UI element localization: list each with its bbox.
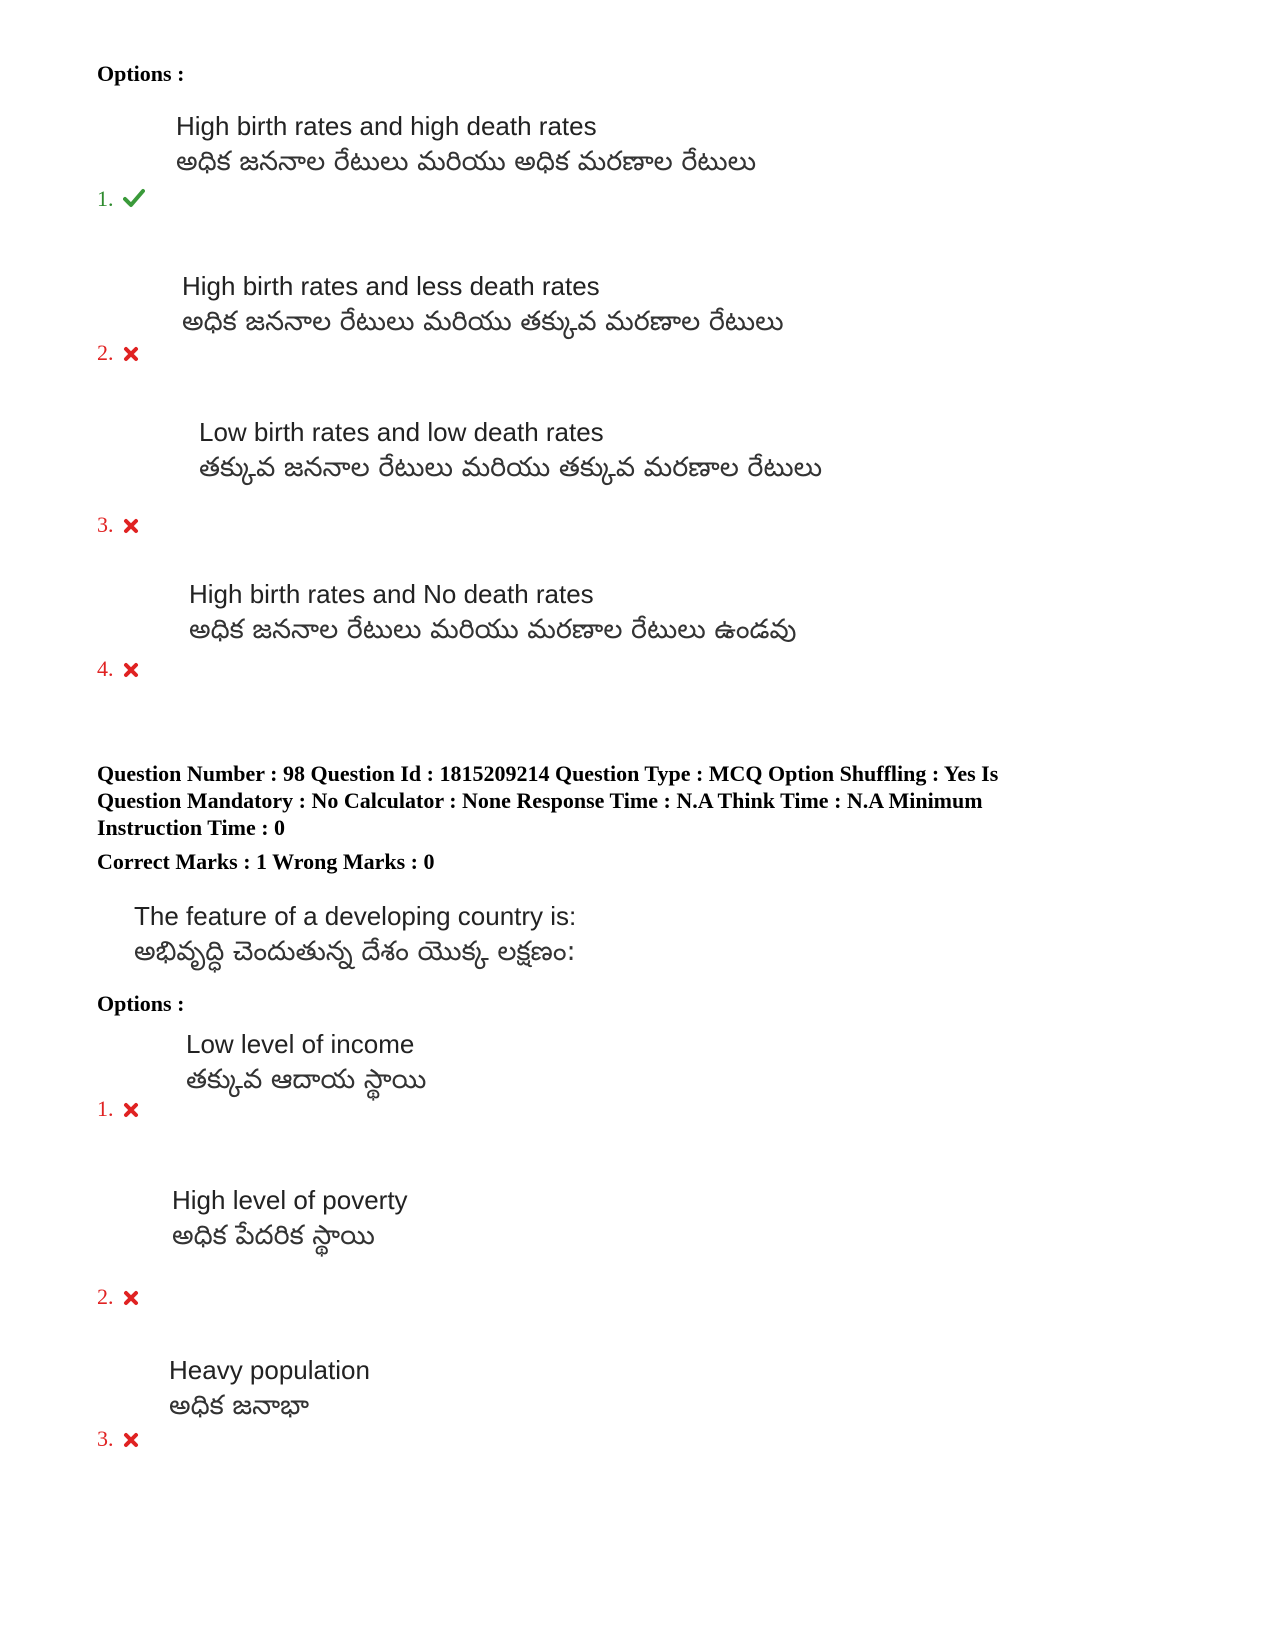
option-number-label: 2. — [97, 1284, 114, 1309]
option-text-en: High birth rates and high death rates — [176, 111, 597, 141]
question-meta-line: Instruction Time : 0 — [97, 815, 286, 840]
option-number — [97, 186, 145, 214]
option-text-block — [199, 414, 822, 486]
option-number-label: 1. — [97, 186, 114, 211]
question-stem — [134, 898, 576, 970]
option-number — [97, 1426, 139, 1454]
option-number-label: 3. — [97, 1426, 114, 1451]
option-number — [97, 656, 139, 684]
cross-icon — [123, 514, 139, 540]
option-text-block — [176, 108, 756, 180]
question-stem-en: The feature of a developing country is: — [134, 901, 577, 931]
option-text-block — [189, 576, 796, 648]
option-text-te: అధిక జనాభా — [169, 1390, 310, 1421]
cross-icon — [123, 1286, 139, 1312]
option-number-label: 3. — [97, 512, 114, 537]
option-text-en: Low level of income — [186, 1029, 415, 1059]
options-label: Options : — [97, 61, 185, 86]
cross-icon — [123, 1428, 139, 1454]
option-number — [97, 512, 139, 540]
option-number-label: 1. — [97, 1096, 114, 1121]
cross-icon — [123, 658, 139, 684]
cross-icon — [123, 1098, 139, 1124]
option-number-label: 4. — [97, 656, 114, 681]
option-text-en: High birth rates and less death rates — [182, 271, 600, 301]
option-text-block — [186, 1026, 426, 1098]
option-text-te: తక్కువ జననాల రేటులు మరియు తక్కువ మరణాల రేటులు — [199, 452, 823, 483]
check-icon — [123, 188, 145, 214]
option-text-te: అధిక జననాల రేటులు మరియు మరణాల రేటులు ఉండవు — [189, 614, 797, 645]
option-number — [97, 1096, 139, 1124]
options-label: Options : — [97, 991, 185, 1016]
option-number — [97, 340, 139, 368]
option-text-te: అధిక జననాల రేటులు మరియు తక్కువ మరణాల రేటులు — [182, 306, 784, 337]
question-stem-te: అభివృద్ధి చెందుతున్న దేశం యొక్క లక్షణం: — [134, 936, 576, 967]
option-text-te: అధిక పేదరిక స్థాయి — [172, 1220, 375, 1251]
option-number-label: 2. — [97, 340, 114, 365]
option-text-en: Low birth rates and low death rates — [199, 417, 604, 447]
option-text-en: High level of poverty — [172, 1185, 408, 1215]
option-text-en: High birth rates and No death rates — [189, 579, 594, 609]
option-text-te: తక్కువ ఆదాయ స్థాయి — [186, 1064, 427, 1095]
question-meta-line: Question Mandatory : No Calculator : None Response Time : N.A Think Time : N.A Minimum — [97, 788, 983, 813]
cross-icon — [123, 342, 139, 368]
option-text-block — [169, 1352, 370, 1424]
question-marks: Correct Marks : 1 Wrong Marks : 0 — [97, 849, 435, 874]
option-text-block — [182, 268, 784, 340]
option-number — [97, 1284, 139, 1312]
question-meta — [97, 760, 1197, 841]
question-meta-line: Question Number : 98 Question Id : 1815209214 Question Type : MCQ Option Shuffling : Yes Is — [97, 761, 999, 786]
option-text-te: అధిక జననాల రేటులు మరియు అధిక మరణాల రేటులు — [176, 146, 757, 177]
option-text-block — [172, 1182, 408, 1254]
option-text-en: Heavy population — [169, 1355, 370, 1385]
